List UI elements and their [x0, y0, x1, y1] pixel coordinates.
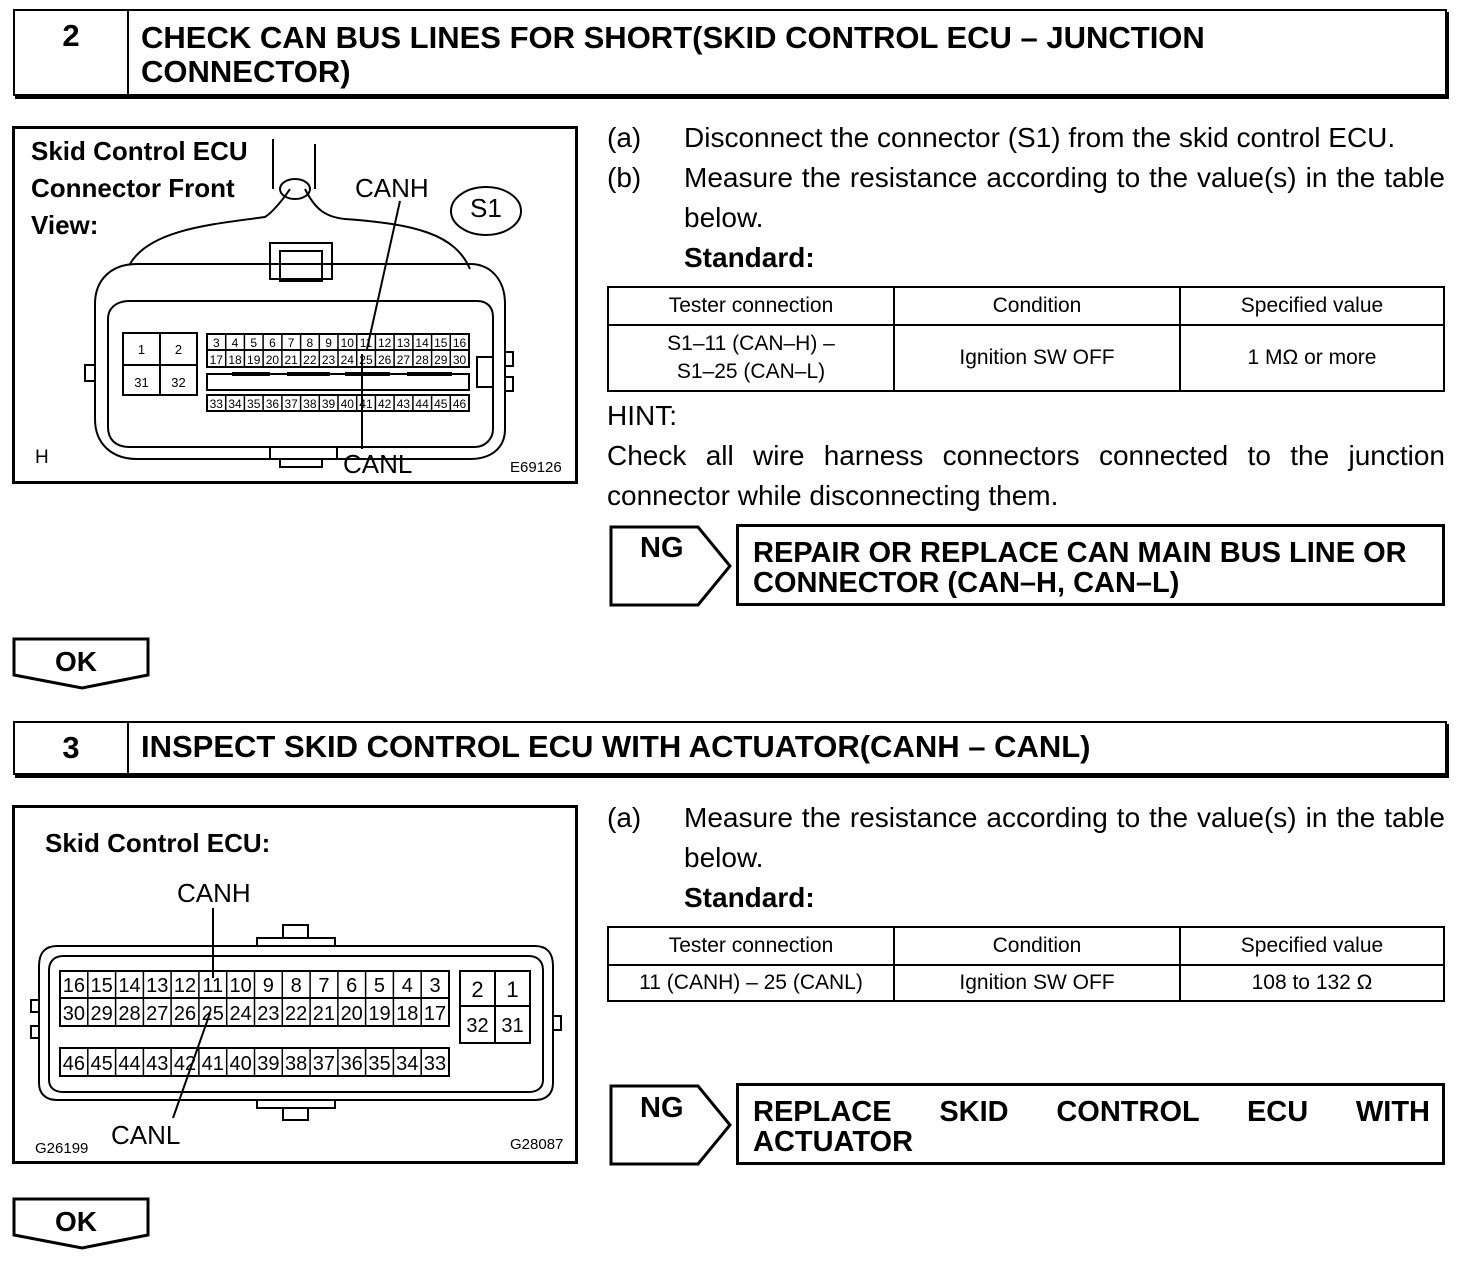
pin-number: 7: [318, 975, 330, 997]
pin-number: 23: [321, 353, 336, 367]
step-title-line2: CONNECTOR): [141, 54, 351, 89]
pin-number: 33: [209, 397, 223, 411]
pin-number: 21: [312, 1003, 336, 1025]
pin-number: 1: [137, 342, 146, 357]
pin-number: 16: [62, 975, 86, 997]
standard-label: Standard:: [684, 882, 815, 913]
pin-number: 5: [373, 975, 386, 997]
table-row: [608, 965, 1444, 1001]
pin-number: 22: [285, 1003, 308, 1025]
table-cell-condition: Ignition SW OFF: [894, 325, 1180, 391]
canh-label: CANH: [177, 878, 251, 908]
pin-number: 36: [340, 1053, 363, 1075]
pin-number: 8: [306, 336, 314, 350]
step-title-line1: CHECK CAN BUS LINES FOR SHORT(SKID CONTROL ECU – JUNCTION: [141, 20, 1205, 55]
pin-number: 37: [312, 1053, 336, 1075]
pin-number: 32: [171, 375, 186, 390]
pin-number: 17: [209, 353, 223, 367]
pin-number: 28: [415, 353, 429, 367]
pin-number: 40: [340, 397, 354, 411]
pin-number: 44: [415, 397, 429, 411]
step-3-header: [13, 721, 1447, 775]
figure-label-line3: View:: [31, 210, 99, 240]
connection-line1: S1–11 (CAN–H) –: [667, 332, 835, 355]
step-2-instructions: [607, 118, 1445, 278]
pin-number: 42: [173, 1053, 197, 1075]
pin-number: 3: [212, 336, 220, 350]
pin-number: 18: [228, 353, 242, 367]
pin-number: 3: [429, 975, 441, 997]
instruction-marker: (b): [607, 162, 642, 193]
step-2-header: [13, 9, 1447, 96]
pin-number: 25: [201, 1003, 224, 1025]
pin-number: 38: [303, 397, 317, 411]
table-header: Condition: [894, 927, 1180, 965]
pin-number: 39: [321, 397, 336, 411]
instruction-marker: (a): [607, 122, 642, 153]
pin-number: 30: [452, 353, 467, 367]
table-header: Condition: [894, 287, 1180, 325]
pin-number: 18: [396, 1003, 419, 1025]
table-cell-connection: [608, 325, 894, 391]
step-title: INSPECT SKID CONTROL ECU WITH ACTUATOR(CANH – CANL): [141, 729, 1091, 764]
pin-number: 21: [284, 353, 298, 367]
pin-number: 8: [290, 975, 302, 997]
pin-number: 17: [423, 1003, 447, 1025]
pin-number: 27: [146, 1003, 169, 1025]
pin-number: 34: [228, 397, 242, 411]
step-3-instructions: [607, 798, 1445, 918]
canl-label: CANL: [343, 449, 413, 479]
hint-label: HINT:: [607, 400, 677, 431]
pin-number: 23: [257, 1003, 280, 1025]
pin-number: 26: [173, 1003, 197, 1025]
table-cell-value: 1 MΩ or more: [1180, 325, 1444, 391]
pin-number: 16: [452, 336, 467, 350]
figure-label-line1: Skid Control ECU: [31, 136, 248, 166]
pin-number: 2: [471, 977, 484, 1002]
ng-remedy-line1: REPLACE SKID CONTROL ECU WITH: [753, 1096, 1430, 1128]
figure-code: E69126: [510, 459, 562, 476]
spec-table-step-2: [607, 286, 1445, 392]
table-header: Specified value: [1180, 927, 1444, 965]
step-number: 2: [15, 11, 129, 94]
pin-number: 28: [118, 1003, 141, 1025]
pin-number: 12: [378, 336, 392, 350]
pin-number: 13: [396, 336, 411, 350]
pin-number: 37: [284, 397, 298, 411]
table-cell-condition: Ignition SW OFF: [894, 965, 1180, 1001]
pin-number: 27: [396, 353, 411, 367]
pin-number: 32: [466, 1015, 489, 1037]
pin-number: 20: [340, 1003, 363, 1025]
connector-figure-s1: [12, 126, 578, 484]
connection-line2: S1–25 (CAN–L): [676, 360, 826, 383]
pin-number: 43: [146, 1053, 169, 1075]
ng-remedy-line2: CONNECTOR (CAN–H, CAN–L): [753, 567, 1180, 599]
pin-number: 14: [415, 336, 429, 350]
pin-number: 45: [434, 397, 448, 411]
pin-number: 26: [378, 353, 392, 367]
instruction-marker: (a): [607, 802, 642, 833]
pin-number: 46: [62, 1053, 86, 1075]
pin-number: 43: [396, 397, 411, 411]
connector-figure-ecu: [12, 805, 578, 1164]
table-header: Tester connection: [608, 927, 894, 965]
pin-number: 9: [325, 336, 332, 350]
corner-mark: H: [35, 447, 49, 468]
figure-code-left: G26199: [35, 1140, 89, 1157]
pin-number: 13: [146, 975, 169, 997]
table-row: [608, 325, 1444, 391]
pin-number: 24: [340, 353, 354, 367]
canl-label: CANL: [111, 1120, 181, 1150]
instruction-a: [607, 118, 1445, 158]
pin-number: 35: [368, 1053, 391, 1075]
pin-number: 1: [506, 977, 519, 1002]
ok-label: OK: [55, 646, 97, 677]
pin-number: 11: [359, 336, 373, 350]
pin-number: 15: [90, 975, 113, 997]
hint-text: Check all wire harness connectors connected to the junction connector while disconnecting them.: [607, 440, 1445, 511]
pin-number: 36: [265, 397, 280, 411]
pin-number: 42: [378, 397, 392, 411]
pin-number: 44: [118, 1053, 141, 1075]
pin-number: 29: [434, 353, 448, 367]
figure-label-line2: Connector Front: [31, 173, 235, 203]
table-header: Specified value: [1180, 287, 1444, 325]
pin-number: 40: [229, 1053, 252, 1075]
ng-remedy-line2: ACTUATOR: [753, 1126, 914, 1158]
pin-number: 34: [396, 1053, 419, 1075]
pin-number: 33: [423, 1053, 447, 1075]
canh-label: CANH: [355, 173, 429, 203]
ng-remedy-step-3: [736, 1083, 1445, 1165]
pin-number: 6: [269, 336, 276, 350]
pin-number: 10: [229, 975, 252, 997]
ng-label: NG: [640, 532, 684, 564]
figure-label: Skid Control ECU:: [45, 828, 271, 858]
step-title: [141, 21, 1435, 89]
pin-number: 15: [434, 336, 448, 350]
pin-number: 30: [62, 1003, 86, 1025]
pin-number: 35: [247, 397, 261, 411]
pin-number: 19: [368, 1003, 391, 1025]
pin-number: 9: [262, 975, 274, 997]
pin-number: 41: [359, 397, 373, 411]
instruction-text: Measure the resistance according to the value(s) in the table below.: [684, 162, 1445, 233]
pin-number: 2: [174, 342, 183, 357]
hint-block: [607, 396, 1445, 516]
connector-drawing-s1: [15, 129, 575, 481]
ok-label: OK: [55, 1206, 97, 1237]
table-cell-connection: 11 (CANH) – 25 (CANL): [608, 965, 894, 1001]
spec-table-step-3: [607, 926, 1445, 1002]
standard-label: Standard:: [684, 242, 815, 273]
instruction-a: [607, 798, 1445, 878]
figure-code-right: G28087: [510, 1136, 564, 1153]
pin-number: 45: [90, 1053, 113, 1075]
pin-number: 25: [359, 353, 373, 367]
instruction-text: Measure the resistance according to the value(s) in the table below.: [684, 802, 1445, 873]
pin-number: 19: [247, 353, 261, 367]
connector-id-s1: S1: [470, 193, 502, 223]
pin-number: 10: [340, 336, 354, 350]
pin-number: 46: [452, 397, 467, 411]
pin-number: 12: [173, 975, 197, 997]
pin-number: 31: [501, 1015, 524, 1037]
pin-number: 22: [303, 353, 317, 367]
table-header: Tester connection: [608, 287, 894, 325]
pin-number: 4: [231, 336, 239, 350]
pin-number: 38: [285, 1053, 308, 1075]
pin-number: 20: [265, 353, 280, 367]
ng-remedy-step-2: [736, 524, 1445, 606]
instruction-text: Disconnect the connector (S1) from the skid control ECU.: [684, 122, 1396, 153]
ng-label: NG: [640, 1092, 684, 1124]
pin-number: 11: [202, 975, 224, 997]
instruction-b: [607, 158, 1445, 238]
table-cell-value: 108 to 132 Ω: [1180, 965, 1444, 1001]
pin-number: 29: [90, 1003, 113, 1025]
pin-number: 41: [201, 1053, 224, 1075]
pin-number: 39: [257, 1053, 280, 1075]
step-number: 3: [15, 723, 129, 773]
ng-remedy-line1: REPAIR OR REPLACE CAN MAIN BUS LINE OR: [753, 537, 1407, 569]
pin-number: 5: [250, 336, 258, 350]
pin-number: 7: [287, 336, 295, 350]
pin-number: 14: [118, 975, 141, 997]
pin-number: 4: [401, 975, 413, 997]
pin-number: 6: [346, 975, 358, 997]
pin-number: 24: [229, 1003, 252, 1025]
pin-number: 31: [134, 375, 149, 390]
connector-drawing-ecu: [15, 808, 575, 1161]
